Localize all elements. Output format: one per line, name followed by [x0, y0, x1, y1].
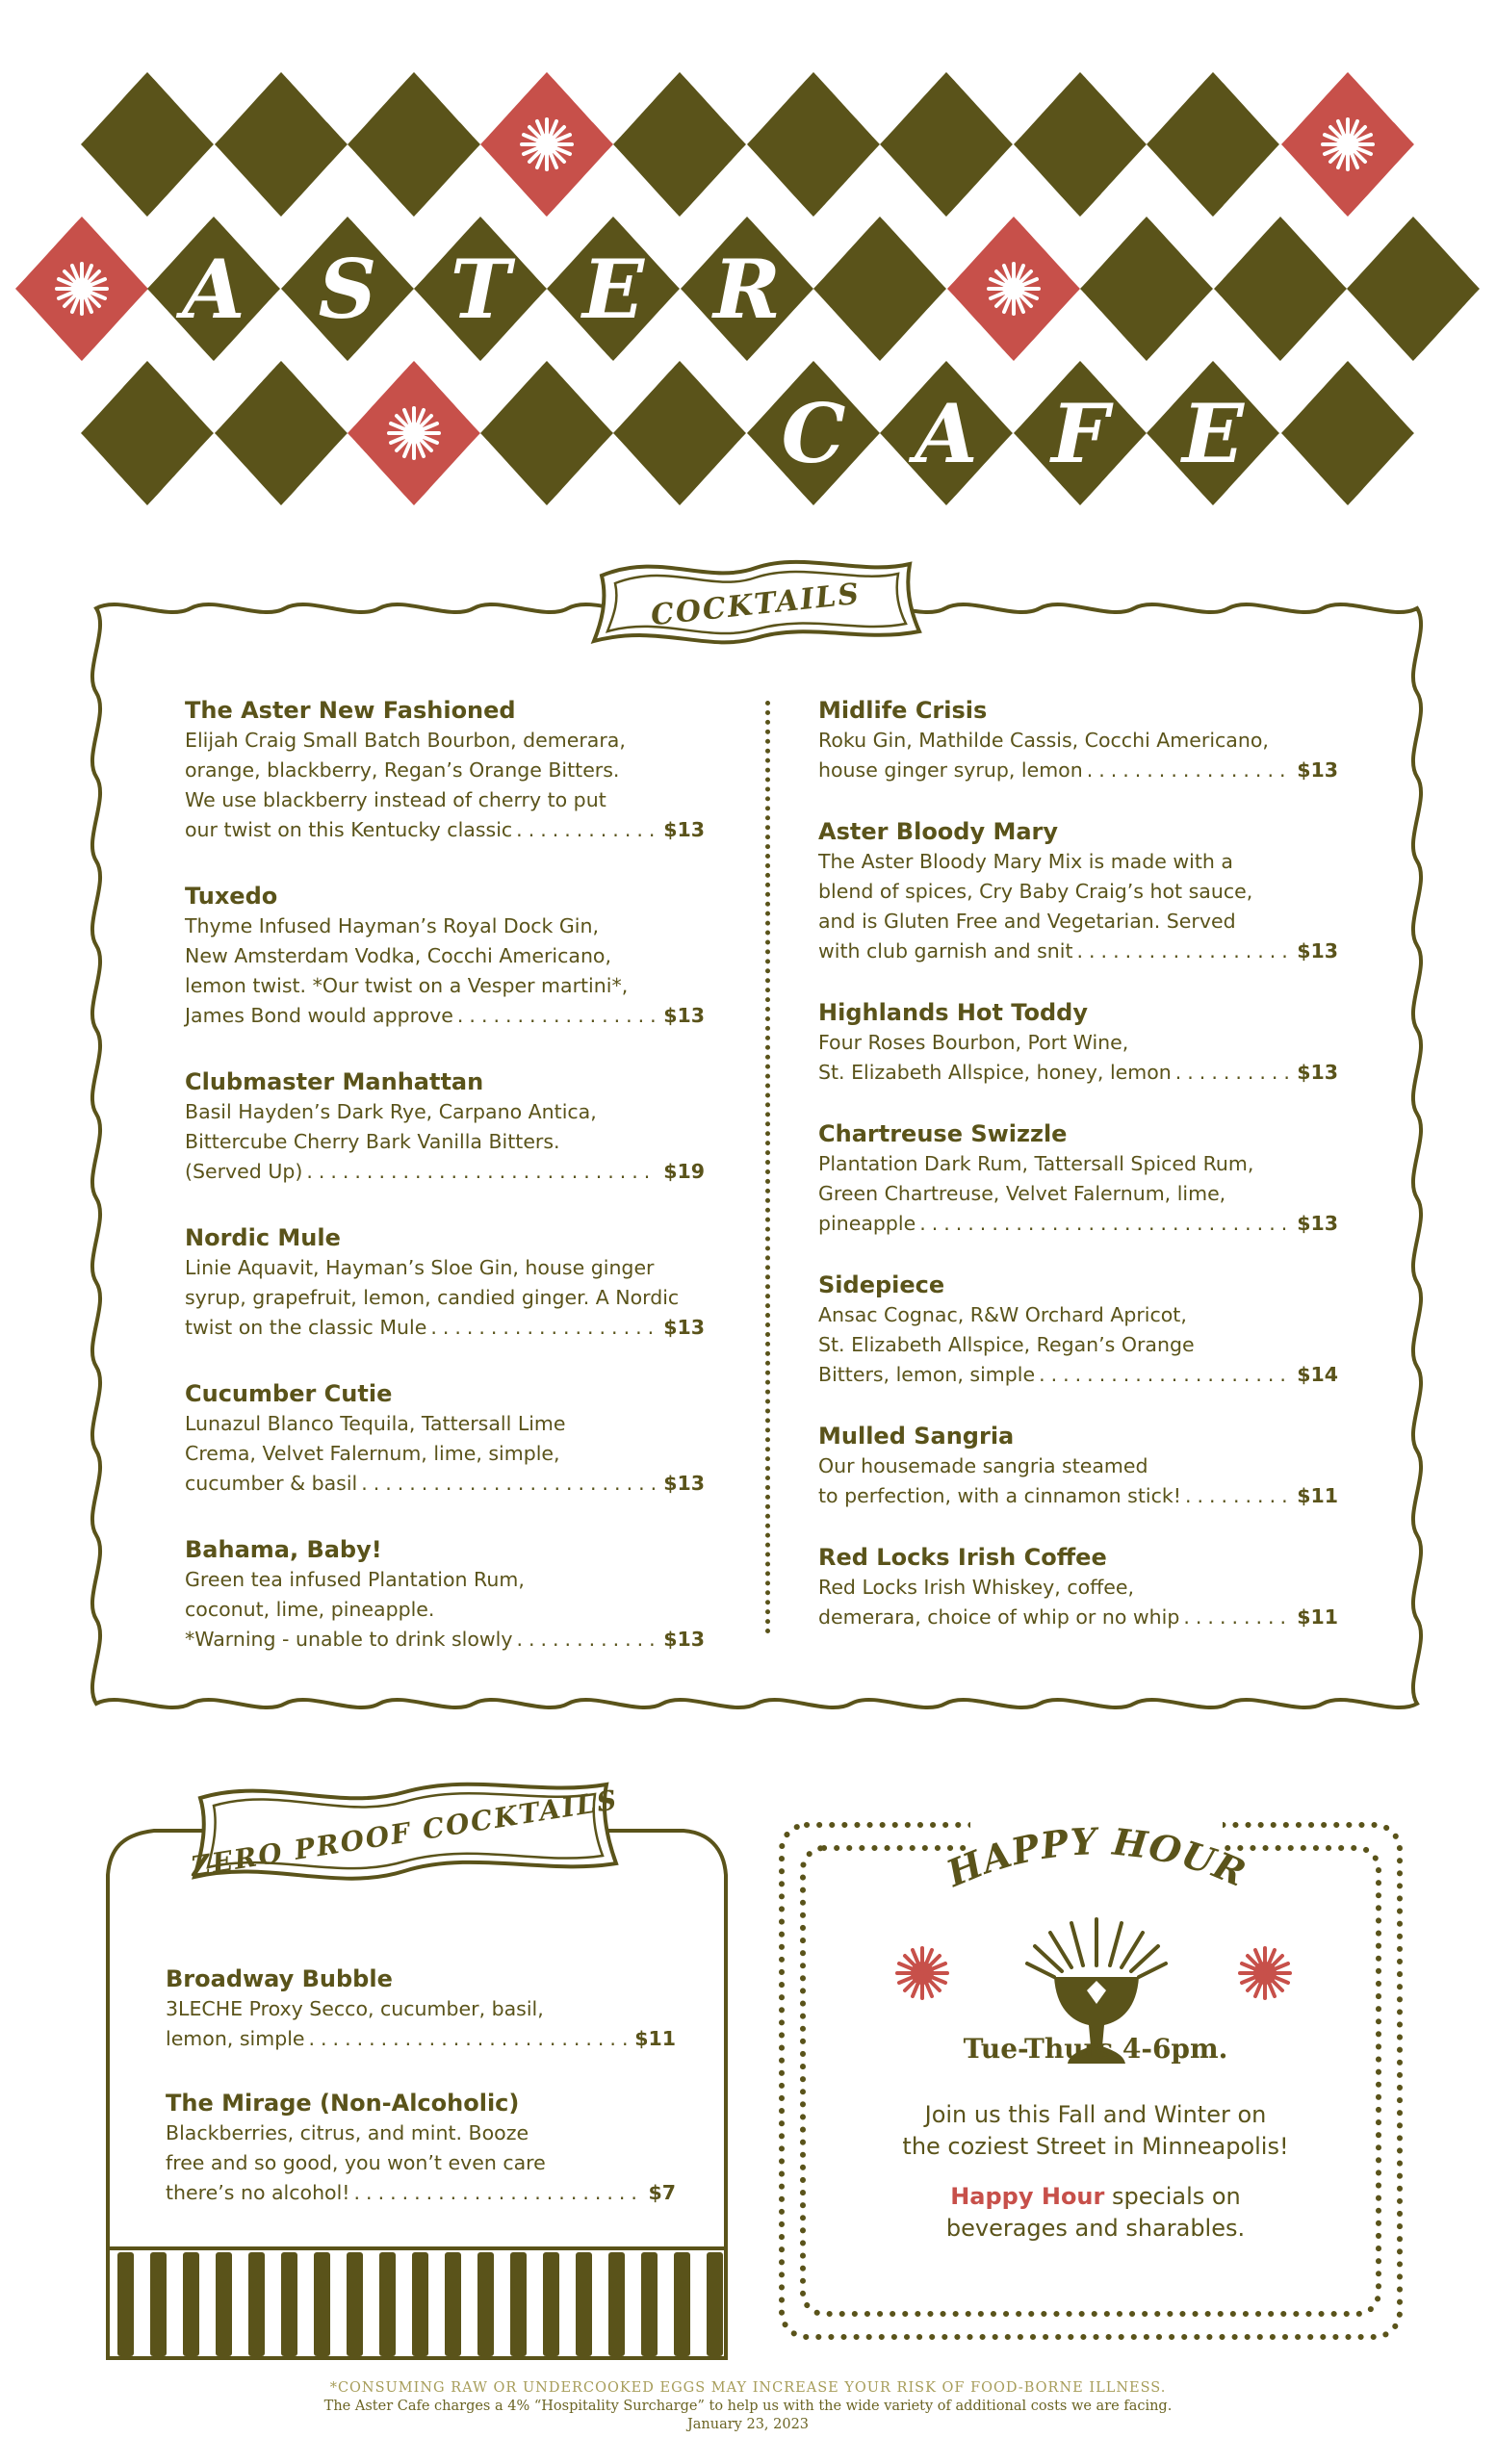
menu-item-price-line [818, 1209, 1338, 1239]
menu-item-description: Green tea infused Plantation Rum, [185, 1568, 525, 1591]
menu-item-description: coconut, lime, pineapple. [185, 1598, 435, 1621]
menu-item-name: Red Locks Irish Coffee [818, 1544, 1107, 1571]
menu-item-price-line [185, 1469, 705, 1499]
awning-stripe [608, 2252, 625, 2356]
awning-stripe [412, 2252, 428, 2356]
menu-item-price: $19 [663, 1160, 705, 1183]
olive-diamond [1080, 217, 1213, 361]
menu-item-price: $13 [1297, 939, 1338, 962]
menu-item-price-line [185, 1625, 705, 1655]
leader-dots [1077, 937, 1292, 966]
cocktails-right-column [818, 695, 1338, 1663]
menu-item-description: Green Chartreuse, Velvet Falernum, lime, [818, 1182, 1226, 1205]
menu-item-price-line [818, 1603, 1338, 1632]
menu-item-description: syrup, grapefruit, lemon, candied ginger. A Nordic [185, 1286, 680, 1309]
menu-item-price-line [185, 1313, 705, 1343]
menu-item-description: twist on the classic Mule [185, 1316, 427, 1339]
olive-diamond [813, 217, 946, 361]
happy-hour-title: HAPPY HOUR [940, 1819, 1253, 1895]
olive-diamond [81, 72, 214, 217]
happy-hour-specials [778, 2181, 1413, 2245]
menu-item-name: The Aster New Fashioned [185, 697, 516, 724]
happy-hour-specials-line2: beverages and sharables. [945, 2215, 1246, 2242]
menu-item-price: $13 [1297, 1212, 1338, 1235]
menu-item-description: Linie Aquavit, Hayman’s Sloe Gin, house ginger [185, 1256, 655, 1279]
menu-item-description: Ansac Cognac, R&W Orchard Apricot, [818, 1303, 1187, 1326]
menu-item-description: St. Elizabeth Allspice, Regan’s Orange [818, 1333, 1195, 1356]
olive-diamond [1014, 72, 1147, 217]
menu-item [818, 1421, 1338, 1511]
leader-dots [309, 2024, 630, 2054]
olive-diamond [348, 72, 480, 217]
star-icon [389, 408, 439, 458]
awning-stripe [707, 2252, 723, 2356]
menu-item-name: Cucumber Cutie [185, 1380, 393, 1407]
menu-item-price: $13 [663, 1628, 705, 1651]
menu-item-description: James Bond would approve [185, 1004, 453, 1027]
brand-letter: F [1051, 386, 1109, 481]
cocktails-ribbon [573, 547, 939, 662]
awning-stripe [510, 2252, 527, 2356]
awning-stripe [248, 2252, 265, 2356]
cocktails-title: COCKTAILS [649, 577, 863, 633]
awning-stripe [150, 2252, 167, 2356]
menu-item-price-line [818, 1058, 1338, 1088]
menu-item-price: $13 [663, 1316, 705, 1339]
menu-item [818, 695, 1338, 785]
happy-hour-line: the coziest Street in Minneapolis! [902, 2133, 1289, 2160]
star-icon [522, 119, 572, 169]
menu-item-description: to perfection, with a cinnamon stick! [818, 1484, 1181, 1507]
leader-dots [516, 1625, 658, 1655]
menu-item-description: and is Gluten Free and Vegetarian. Served [818, 910, 1236, 933]
olive-diamond [1281, 361, 1414, 505]
menu-item-name: Broadway Bubble [166, 1965, 393, 1992]
menu-item-description: Crema, Velvet Falernum, lime, simple, [185, 1442, 560, 1465]
menu-item-description: Bittercube Cherry Bark Vanilla Bitters. [185, 1130, 560, 1153]
zero-proof-title: ZERO PROOF COCKTAILS [188, 1784, 621, 1883]
menu-item-name: Midlife Crisis [818, 697, 988, 724]
menu-item-description: The Aster Bloody Mary Mix is made with a [818, 850, 1233, 873]
leader-dots [1087, 756, 1292, 785]
menu-item-name: Tuxedo [185, 883, 278, 910]
menu-item-price-line [818, 1481, 1338, 1511]
happy-hour-line: Join us this Fall and Winter on [924, 2101, 1267, 2128]
menu-item [185, 1066, 705, 1187]
menu-item-price: $13 [663, 1472, 705, 1495]
menu-item-price: $11 [1297, 1484, 1338, 1507]
leader-dots [457, 1001, 658, 1031]
olive-diamond [480, 361, 613, 505]
awning-stripe [314, 2252, 330, 2356]
menu-item [818, 1270, 1338, 1390]
leader-dots [1175, 1058, 1291, 1088]
menu-item-name: Clubmaster Manhattan [185, 1068, 484, 1095]
footer [0, 2379, 1496, 2434]
menu-item [185, 695, 705, 845]
menu-item [166, 2088, 676, 2208]
menu-item [185, 1534, 705, 1655]
happy-hour-description [778, 2099, 1413, 2163]
menu-item-description: Lunazul Blanco Tequila, Tattersall Lime [185, 1412, 566, 1435]
menu-item-price: $11 [1297, 1605, 1338, 1629]
header-banner [0, 0, 1496, 539]
menu-item-price-line [185, 1157, 705, 1187]
brand-letter: C [781, 386, 846, 481]
menu-item-description: We use blackberry instead of cherry to put [185, 788, 606, 811]
menu-item-description: *Warning - unable to drink slowly [185, 1628, 513, 1651]
menu-item-price-line [185, 1001, 705, 1031]
leader-dots [306, 1157, 658, 1187]
menu-item [185, 881, 705, 1031]
menu-item-name: Bahama, Baby! [185, 1536, 382, 1563]
menu-item-description: New Amsterdam Vodka, Cocchi Americano, [185, 944, 611, 967]
leader-dots [1183, 1603, 1291, 1632]
awning-stripe [641, 2252, 658, 2356]
olive-diamond [215, 72, 348, 217]
menu-item-description: house ginger syrup, lemon [818, 758, 1083, 782]
brand-letter: A [182, 242, 245, 337]
menu-item-name: Nordic Mule [185, 1224, 341, 1251]
menu-item-description: Thyme Infused Hayman’s Royal Dock Gin, [185, 914, 600, 937]
awning-stripe [576, 2252, 592, 2356]
olive-diamond [613, 72, 746, 217]
menu-item-description: with club garnish and snit [818, 939, 1073, 962]
star-icon [1323, 119, 1373, 169]
leader-dots [1185, 1481, 1291, 1511]
menu-item-price-line [166, 2178, 676, 2208]
happy-hour-specials-text: specials on [1104, 2183, 1241, 2210]
brand-letter: S [318, 242, 377, 337]
menu-item-price: $13 [1297, 758, 1338, 782]
olive-diamond [81, 361, 214, 505]
menu-item-description: 3LECHE Proxy Secco, cucumber, basil, [166, 1997, 544, 2020]
menu-item-price-line [818, 756, 1338, 785]
star-icon [1240, 1948, 1290, 1998]
menu-item-description: pineapple [818, 1212, 916, 1235]
menu-item-description: our twist on this Kentucky classic [185, 818, 513, 841]
leader-dots [354, 2178, 643, 2208]
menu-item-price: $13 [1297, 1061, 1338, 1084]
brand-letter: A [915, 386, 978, 481]
menu-item-description: (Served Up) [185, 1160, 303, 1183]
menu-item-price: $11 [634, 2027, 676, 2050]
olive-diamond [1214, 217, 1347, 361]
menu-item-description: Blackberries, citrus, and mint. Booze [166, 2121, 529, 2144]
menu-item-price-line [818, 937, 1338, 966]
awning-stripe [543, 2252, 559, 2356]
menu-item-description: Bitters, lemon, simple [818, 1363, 1036, 1386]
olive-diamond [613, 361, 746, 505]
menu-item-description: blend of spices, Cry Baby Craig’s hot sauce, [818, 880, 1253, 903]
leader-dots [430, 1313, 658, 1343]
star-icon [897, 1948, 947, 1998]
leader-dots [1039, 1360, 1291, 1390]
menu-item-description: Red Locks Irish Whiskey, coffee, [818, 1576, 1134, 1599]
awning-stripe [477, 2252, 494, 2356]
leader-dots [516, 815, 658, 845]
awning-stripe [117, 2252, 134, 2356]
leader-dots [919, 1209, 1291, 1239]
awning-stripe [379, 2252, 396, 2356]
menu-item-description: orange, blackberry, Regan’s Orange Bitters. [185, 758, 620, 782]
awning-stripe [183, 2252, 199, 2356]
menu-item-description: St. Elizabeth Allspice, honey, lemon [818, 1061, 1172, 1084]
happy-hour-text [778, 2033, 1413, 2245]
menu-item-price: $14 [1297, 1363, 1338, 1386]
olive-diamond [747, 72, 880, 217]
menu-item-description: Plantation Dark Rum, Tattersall Spiced Rum, [818, 1152, 1254, 1175]
menu-item-name: The Mirage (Non-Alcoholic) [166, 2090, 520, 2117]
banner-svg [0, 0, 1496, 539]
cocktails-left-column [185, 695, 705, 1690]
awning-stripe [674, 2252, 690, 2356]
leader-dots [361, 1469, 658, 1499]
menu-item [185, 1222, 705, 1343]
brand-letter: E [581, 242, 645, 337]
menu-item-name: Sidepiece [818, 1271, 945, 1298]
awning-stripe [216, 2252, 232, 2356]
olive-diamond [880, 72, 1013, 217]
menu-item-price: $13 [663, 818, 705, 841]
awning-stripe [445, 2252, 461, 2356]
menu-item-price-line [818, 1360, 1338, 1390]
menu-item-description: Four Roses Bourbon, Port Wine, [818, 1031, 1129, 1054]
menu-item-description: lemon twist. *Our twist on a Vesper martini*, [185, 974, 629, 997]
awning-stripe [347, 2252, 363, 2356]
menu-item-name: Aster Bloody Mary [818, 818, 1059, 845]
happy-hour-accent: Happy Hour [950, 2183, 1105, 2210]
menu-item-description: free and so good, you won’t even care [166, 2151, 546, 2174]
star-icon [989, 264, 1039, 314]
menu-item-price-line [185, 815, 705, 845]
star-icon [57, 264, 107, 314]
menu-item-price-line [166, 2024, 676, 2054]
brand-letter: E [1181, 386, 1245, 481]
menu-item-description: Elijah Craig Small Batch Bourbon, demerara, [185, 729, 626, 752]
menu-item-name: Mulled Sangria [818, 1423, 1015, 1450]
brand-letter: T [450, 242, 511, 337]
menu-item-price: $13 [663, 1004, 705, 1027]
menu-item-description: Our housemade sangria steamed [818, 1454, 1148, 1477]
footer-date: January 23, 2023 [686, 2417, 810, 2432]
menu-item-description: Roku Gin, Mathilde Cassis, Cocchi Americano, [818, 729, 1269, 752]
column-divider [765, 701, 776, 1634]
menu-item-description: lemon, simple [166, 2027, 305, 2050]
striped-awning [117, 2252, 723, 2356]
menu-item-description: cucumber & basil [185, 1472, 358, 1495]
menu-item [818, 1118, 1338, 1239]
menu-item-description: there’s no alcohol! [166, 2181, 350, 2204]
menu-item-name: Chartreuse Swizzle [818, 1120, 1068, 1147]
menu-item-description: Basil Hayden’s Dark Rye, Carpano Antica, [185, 1100, 597, 1123]
menu-item [185, 1378, 705, 1499]
menu-item [818, 816, 1338, 966]
menu-item-price: $7 [648, 2181, 676, 2204]
happy-hour-time: Tue-Thurs 4-6pm. [963, 2033, 1228, 2065]
menu-item-name: Highlands Hot Toddy [818, 999, 1088, 1026]
menu-item-description: demerara, choice of whip or no whip [818, 1605, 1180, 1629]
awning-stripe [281, 2252, 297, 2356]
menu-item [166, 1964, 676, 2054]
menu-item [818, 1542, 1338, 1632]
zero-proof-list [166, 1964, 676, 2242]
brand-letter: R [713, 242, 781, 337]
olive-diamond [215, 361, 348, 505]
olive-diamond [1347, 217, 1480, 361]
footer-warning: *CONSUMING RAW OR UNDERCOOKED EGGS MAY INCREASE YOUR RISK OF FOOD-BORNE ILLNESS. [329, 2380, 1167, 2396]
olive-diamond [1147, 72, 1279, 217]
menu-item [818, 997, 1338, 1088]
footer-surcharge: The Aster Cafe charges a 4% “Hospitality Surcharge” to help us with the wide variety of additional costs we are facing. [323, 2399, 1173, 2414]
zero-proof-ribbon [183, 1763, 626, 1908]
